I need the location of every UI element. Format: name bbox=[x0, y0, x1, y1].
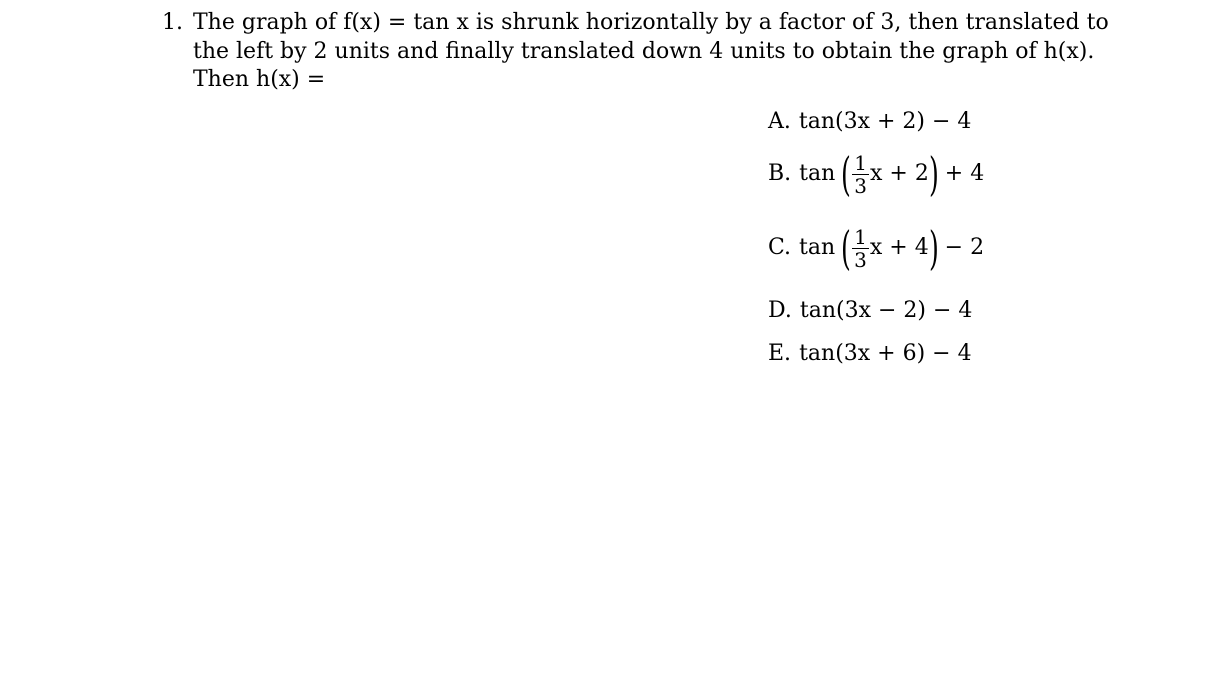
choice-b-fraction bbox=[852, 150, 869, 198]
choice-d-expression: tan(3x − 2) − 4 bbox=[799, 298, 973, 323]
choice-c-close-paren: ) bbox=[928, 221, 939, 275]
choice-e[interactable] bbox=[768, 340, 972, 368]
question-number: 1. bbox=[162, 10, 183, 35]
choice-c-inner: x + 4 bbox=[869, 235, 929, 260]
choice-b-close-paren: ) bbox=[928, 147, 939, 201]
choice-a-label: A. bbox=[768, 109, 791, 134]
choice-c-func: tan bbox=[799, 235, 836, 260]
choice-a[interactable] bbox=[768, 108, 971, 136]
question-line-2: the left by 2 units and finally translated down 4 units to obtain the graph of h(x). bbox=[193, 38, 1095, 64]
choice-b-label: B. bbox=[768, 161, 792, 186]
choice-e-expression: tan(3x + 6) − 4 bbox=[799, 341, 972, 366]
question-block bbox=[162, 9, 1109, 95]
choice-d[interactable] bbox=[768, 297, 972, 325]
choice-c-fraction-numerator: 1 bbox=[854, 224, 867, 249]
choice-c-label: C. bbox=[768, 235, 792, 260]
choice-b[interactable] bbox=[768, 147, 985, 201]
choice-e-label: E. bbox=[768, 341, 792, 366]
choice-c-open-paren: ( bbox=[841, 221, 852, 275]
question-line-1: The graph of f(x) = tan x is shrunk horizontally by a factor of 3, then translated to bbox=[193, 10, 1109, 35]
question-text bbox=[193, 9, 1109, 95]
choice-b-inner: x + 2 bbox=[870, 161, 929, 186]
choice-c-fraction bbox=[852, 224, 869, 272]
choice-b-fraction-numerator: 1 bbox=[854, 150, 867, 175]
question-line-3: Then h(x) = bbox=[193, 67, 326, 92]
choice-c-fraction-denominator: 3 bbox=[854, 247, 867, 272]
choice-c-argument bbox=[841, 221, 939, 275]
choice-b-argument bbox=[841, 147, 939, 201]
choice-b-outer: + 4 bbox=[944, 161, 985, 186]
choice-b-open-paren: ( bbox=[841, 147, 852, 201]
choice-a-expression: tan(3x + 2) − 4 bbox=[798, 109, 972, 134]
choice-c-outer: − 2 bbox=[944, 235, 985, 260]
choice-c[interactable] bbox=[768, 221, 985, 275]
choice-d-label: D. bbox=[768, 298, 792, 323]
choice-b-fraction-denominator: 3 bbox=[854, 173, 867, 198]
choice-b-func: tan bbox=[799, 161, 836, 186]
